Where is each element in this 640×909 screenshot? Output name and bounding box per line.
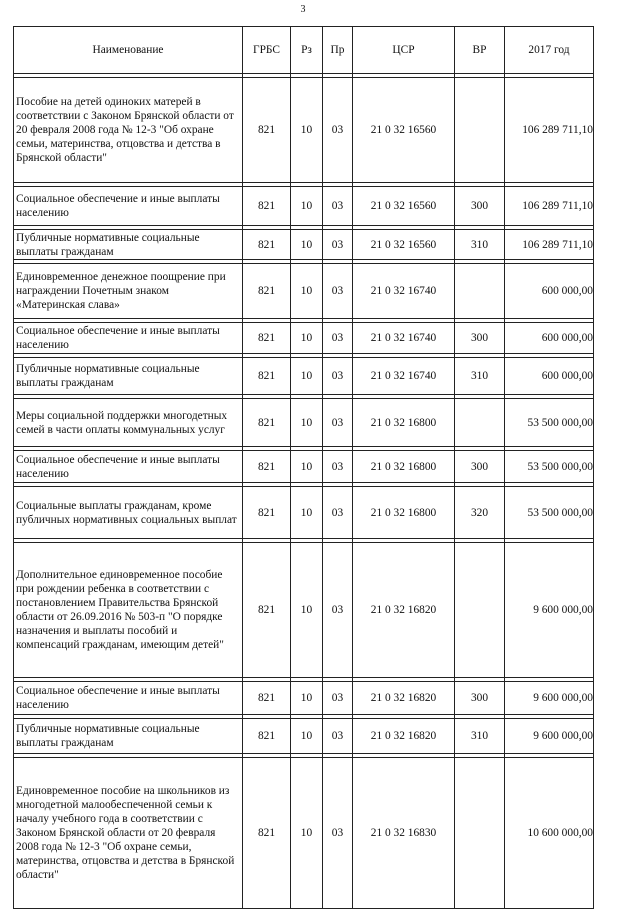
header-csr: ЦСР (353, 27, 455, 74)
row-amount: 106 289 711,10 (505, 230, 594, 260)
table-row (14, 264, 594, 319)
row-amount: 9 600 000,00 (505, 682, 594, 715)
row-vr: 310 (455, 230, 505, 260)
budget-table (13, 26, 594, 909)
row-grbs: 821 (243, 487, 291, 539)
row-rz: 10 (291, 399, 323, 447)
row-pr: 03 (323, 487, 353, 539)
row-vr: 310 (455, 719, 505, 754)
row-rz: 10 (291, 682, 323, 715)
row-csr: 21 0 32 16820 (353, 682, 455, 715)
row-grbs: 821 (243, 230, 291, 260)
header-rz: Рз (291, 27, 323, 74)
row-csr: 21 0 32 16800 (353, 399, 455, 447)
row-amount: 106 289 711,10 (505, 78, 594, 183)
row-vr: 310 (455, 358, 505, 395)
row-rz: 10 (291, 451, 323, 483)
row-pr: 03 (323, 187, 353, 226)
row-amount: 53 500 000,00 (505, 451, 594, 483)
row-name: Социальное обеспечение и иные выплаты населению (14, 187, 243, 226)
row-grbs: 821 (243, 264, 291, 319)
row-vr: 300 (455, 323, 505, 354)
row-csr: 21 0 32 16800 (353, 451, 455, 483)
row-rz: 10 (291, 264, 323, 319)
row-csr: 21 0 32 16800 (353, 487, 455, 539)
row-rz: 10 (291, 78, 323, 183)
row-rz: 10 (291, 230, 323, 260)
row-amount: 600 000,00 (505, 264, 594, 319)
row-pr: 03 (323, 230, 353, 260)
row-amount: 10 600 000,00 (505, 758, 594, 909)
row-grbs: 821 (243, 323, 291, 354)
row-rz: 10 (291, 758, 323, 909)
row-vr: 300 (455, 451, 505, 483)
table-header-row (14, 27, 594, 74)
row-name: Публичные нормативные социальные выплаты гражданам (14, 230, 243, 260)
row-name: Пособие на детей одиноких матерей в соответствии с Законом Брянской области от 20 февраля 2008 года № 12-3 "Об охране семьи, материнства, отцовства и детства в Брянской области" (14, 78, 243, 183)
row-pr: 03 (323, 399, 353, 447)
table-row (14, 323, 594, 354)
row-amount: 53 500 000,00 (505, 487, 594, 539)
row-vr (455, 399, 505, 447)
table-row (14, 758, 594, 909)
row-pr: 03 (323, 719, 353, 754)
table-row (14, 451, 594, 483)
row-grbs: 821 (243, 187, 291, 226)
row-name: Социальные выплаты гражданам, кроме публичных нормативных социальных выплат (14, 487, 243, 539)
row-rz: 10 (291, 543, 323, 678)
row-csr: 21 0 32 16820 (353, 543, 455, 678)
row-name: Социальное обеспечение и иные выплаты населению (14, 323, 243, 354)
row-vr (455, 758, 505, 909)
table-row (14, 78, 594, 183)
page-number: 3 (300, 4, 306, 15)
row-vr: 300 (455, 682, 505, 715)
row-pr: 03 (323, 758, 353, 909)
row-amount: 600 000,00 (505, 323, 594, 354)
row-grbs: 821 (243, 682, 291, 715)
table-row (14, 187, 594, 226)
table-row (14, 230, 594, 260)
row-name: Публичные нормативные социальные выплаты гражданам (14, 719, 243, 754)
row-name: Социальное обеспечение и иные выплаты населению (14, 451, 243, 483)
header-2017: 2017 год (505, 27, 594, 74)
row-rz: 10 (291, 187, 323, 226)
row-pr: 03 (323, 323, 353, 354)
row-pr: 03 (323, 451, 353, 483)
row-pr: 03 (323, 543, 353, 678)
header-vr: ВР (455, 27, 505, 74)
row-csr: 21 0 32 16560 (353, 78, 455, 183)
row-name: Публичные нормативные социальные выплаты гражданам (14, 358, 243, 395)
row-grbs: 821 (243, 451, 291, 483)
row-name: Дополнительное единовременное пособие при рождении ребенка в соответствии с постановлением Правительства Брянской области от 26.09.2016 № 503-п "О порядке назначения и выплаты пособий и компенсаций гражданам, имеющим детей" (14, 543, 243, 678)
row-pr: 03 (323, 682, 353, 715)
table-row (14, 358, 594, 395)
table-row (14, 487, 594, 539)
row-amount: 9 600 000,00 (505, 719, 594, 754)
row-name: Социальное обеспечение и иные выплаты населению (14, 682, 243, 715)
row-rz: 10 (291, 487, 323, 539)
row-vr (455, 264, 505, 319)
table-row (14, 719, 594, 754)
row-pr: 03 (323, 78, 353, 183)
row-amount: 53 500 000,00 (505, 399, 594, 447)
table-row (14, 543, 594, 678)
row-name: Единовременное пособие на школьников из многодетной малообеспеченной семьи к началу учебного года в соответствии с Законом Брянской области от 20 февраля 2008 года № 12-3 "Об охране семьи, материнства, отцовства и детства в Брянской области" (14, 758, 243, 909)
header-pr: Пр (323, 27, 353, 74)
row-vr (455, 78, 505, 183)
row-grbs: 821 (243, 543, 291, 678)
row-csr: 21 0 32 16560 (353, 230, 455, 260)
row-csr: 21 0 32 16820 (353, 719, 455, 754)
row-amount: 106 289 711,10 (505, 187, 594, 226)
row-grbs: 821 (243, 358, 291, 395)
header-grbs: ГРБС (243, 27, 291, 74)
row-grbs: 821 (243, 78, 291, 183)
row-grbs: 821 (243, 758, 291, 909)
table-row (14, 682, 594, 715)
row-grbs: 821 (243, 399, 291, 447)
row-csr: 21 0 32 16830 (353, 758, 455, 909)
header-name: Наименование (14, 27, 243, 74)
row-csr: 21 0 32 16740 (353, 264, 455, 319)
row-amount: 9 600 000,00 (505, 543, 594, 678)
row-rz: 10 (291, 358, 323, 395)
row-name: Единовременное денежное поощрение при награждении Почетным знаком «Материнская слава» (14, 264, 243, 319)
row-name: Меры социальной поддержки многодетных семей в части оплаты коммунальных услуг (14, 399, 243, 447)
table-row (14, 399, 594, 447)
row-pr: 03 (323, 264, 353, 319)
row-csr: 21 0 32 16740 (353, 323, 455, 354)
row-csr: 21 0 32 16740 (353, 358, 455, 395)
row-vr: 300 (455, 187, 505, 226)
row-rz: 10 (291, 323, 323, 354)
row-grbs: 821 (243, 719, 291, 754)
row-amount: 600 000,00 (505, 358, 594, 395)
row-csr: 21 0 32 16560 (353, 187, 455, 226)
row-vr: 320 (455, 487, 505, 539)
row-rz: 10 (291, 719, 323, 754)
row-vr (455, 543, 505, 678)
row-pr: 03 (323, 358, 353, 395)
